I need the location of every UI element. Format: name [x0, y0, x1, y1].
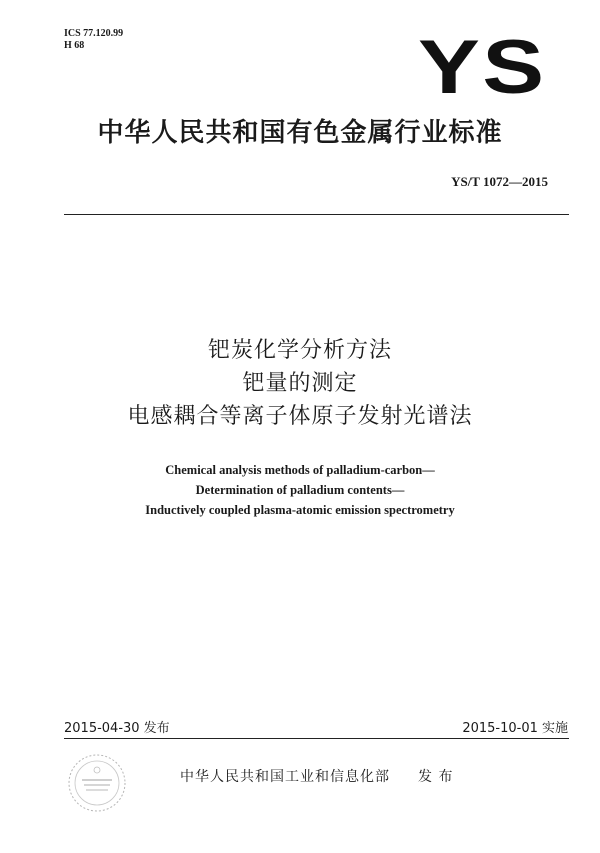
bottom-divider: [64, 738, 569, 739]
english-title-line: Determination of palladium contents—: [195, 483, 405, 497]
issue-date: 2015-04-30 发布: [64, 721, 170, 736]
ccs-code: H 68: [64, 40, 85, 51]
top-divider: [64, 214, 569, 215]
chinese-title-line: 钯量的测定: [242, 371, 358, 396]
publisher: [180, 766, 453, 786]
ics-code: ICS 77.120.99: [64, 28, 124, 39]
ys-logo: YS: [418, 25, 547, 110]
publisher-name: 中华人民共和国工业和信息化部: [180, 769, 390, 785]
chinese-title: [0, 334, 600, 433]
english-title-line: Inductively coupled plasma-atomic emission spectrometry: [145, 503, 455, 517]
english-title-line: Chemical analysis methods of palladium-carbon—: [165, 463, 435, 477]
english-title: [0, 460, 600, 520]
chinese-title-line: 电感耦合等离子体原子发射光谱法: [127, 404, 473, 429]
publish-action: 发 布: [418, 769, 454, 785]
anti-counterfeit-seal-icon: [66, 752, 128, 814]
standard-category-title: 中华人民共和国有色金属行业标准: [97, 118, 503, 148]
classification-codes: [64, 28, 123, 52]
chinese-title-line: 钯炭化学分析方法: [207, 338, 392, 363]
standard-number: YS/T 1072—2015: [451, 174, 548, 189]
implementation-date: 2015-10-01 实施: [462, 721, 568, 736]
